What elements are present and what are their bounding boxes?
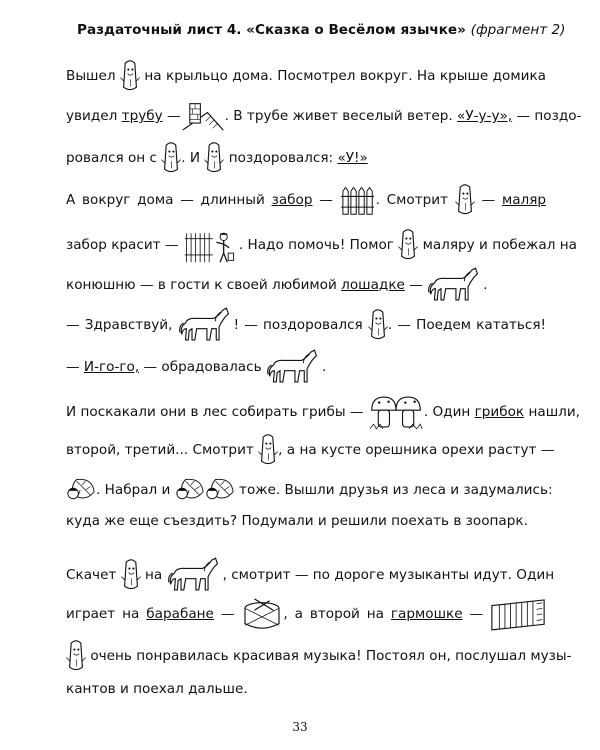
text-span: — — [409, 277, 423, 293]
tongue-icon — [368, 309, 388, 341]
tongue-icon — [161, 142, 181, 174]
text-span: на крыльцо дома. Посмотрел вокруг. На крыше домика — [144, 68, 546, 84]
text-line — [66, 348, 546, 386]
tongue-icon — [398, 229, 418, 261]
text-line — [66, 476, 553, 504]
text-span: . — [483, 277, 488, 293]
text-span: — поздо- — [516, 108, 582, 124]
page-title — [77, 22, 566, 38]
text-span: — Здравствуй, — [66, 317, 173, 333]
chimney-icon — [181, 100, 225, 132]
text-span: второй, третий... Смотрит — [66, 442, 254, 458]
drum-icon — [241, 597, 283, 631]
word-gribok: грибок — [474, 404, 525, 420]
hazelnut-icon — [175, 476, 205, 504]
word-igogo: И-го-го, — [83, 359, 140, 375]
text-span: куда же еще съездить? Подумали и решили поехать в зоопарк. — [66, 513, 528, 529]
text-span: . Смотрит — [375, 192, 449, 208]
text-span: . Один — [423, 404, 471, 420]
text-span: , а на кусте орешника орехи растут — — [278, 442, 555, 458]
word-baraban: барабане — [146, 606, 214, 622]
painter-icon — [183, 226, 239, 264]
text-span: . В трубе живет веселый ветер. — [224, 108, 453, 124]
text-line — [66, 226, 577, 264]
text-span: . И — [181, 150, 201, 166]
text-line — [66, 60, 546, 92]
text-span: — — [469, 606, 484, 622]
text-span: на — [145, 567, 163, 583]
tongue-icon — [120, 60, 140, 92]
mushrooms-icon — [368, 393, 424, 431]
text-line — [66, 596, 546, 632]
handout-subtitle: (фрагмент 2) — [470, 22, 566, 38]
horse-icon — [167, 556, 223, 594]
horse-icon — [266, 348, 322, 386]
text-span: И поскакали они в лес собирать грибы — — [66, 404, 364, 420]
text-line — [66, 266, 546, 304]
text-span: . — [321, 359, 327, 375]
text-span: — — [319, 192, 333, 208]
hazelnut-icon — [205, 476, 235, 504]
text-line — [66, 100, 582, 132]
text-span: . Надо помочь! Помог — [238, 237, 394, 253]
word-zabor: забор — [271, 192, 313, 208]
word-malyar: маляр — [501, 192, 547, 208]
text-span: , а второй на — [283, 606, 384, 622]
text-line — [66, 184, 546, 216]
text-span: Скачет — [66, 567, 117, 583]
text-span: А вокруг дома — длинный — [66, 192, 265, 208]
text-span: поздоровался: — [228, 150, 334, 166]
text-span: маляру и побежал на — [422, 237, 577, 253]
text-line — [66, 434, 555, 466]
horse-icon — [427, 266, 483, 304]
page-number: 33 — [292, 720, 308, 734]
tongue-icon — [121, 559, 141, 591]
horse-icon — [178, 306, 234, 344]
word-uuu: «У-у-у», — [457, 108, 513, 124]
word-loshadka: лошадке — [341, 277, 405, 293]
text-span: тоже. Вышли друзья из леса и задумались: — [239, 482, 553, 498]
text-span: — обрадовалась — [143, 359, 262, 375]
text-span: ровался он с — [66, 150, 157, 166]
tongue-icon — [258, 434, 278, 466]
text-line — [66, 142, 546, 174]
text-span: , смотрит — по дороге музыканты идут. Один — [222, 567, 555, 583]
text-line — [66, 680, 546, 698]
tongue-icon — [66, 640, 86, 672]
tongue-icon — [204, 142, 224, 174]
text-line — [66, 640, 572, 672]
text-span: нашли, — [528, 404, 580, 420]
text-line — [66, 512, 546, 530]
text-span: играет на — [66, 606, 140, 622]
text-span: увидел — [66, 108, 118, 124]
text-span: . — Поедем кататься! — [387, 317, 546, 333]
text-span: очень понравилась красивая музыка! Постоял он, послушал музы- — [90, 648, 572, 664]
accordion-icon — [490, 596, 546, 632]
text-line — [66, 556, 555, 594]
text-span: конюшню — в гости к своей любимой — [66, 277, 337, 293]
handout-title: Раздаточный лист 4. «Сказка о Весёлом язычке» — [77, 22, 466, 38]
text-line — [66, 306, 546, 344]
text-span: ! — поздоровался — [233, 317, 363, 333]
text-span: кантов и поехал дальше. — [66, 681, 248, 697]
hazelnut-icon — [66, 476, 96, 504]
text-line — [66, 393, 580, 431]
word-truba: трубу — [121, 108, 163, 124]
word-u: «У!» — [337, 150, 368, 166]
text-span: — — [481, 192, 496, 208]
text-span: забор красит — — [66, 237, 179, 253]
tongue-icon — [455, 184, 475, 216]
text-span: Вышел — [66, 68, 116, 84]
text-span: — — [167, 108, 181, 124]
text-span: . Набрал и — [96, 482, 171, 498]
text-span: — — [220, 606, 235, 622]
fence-icon — [340, 184, 376, 216]
text-span: — — [66, 359, 80, 375]
word-garmoshka: гармошке — [390, 606, 463, 622]
